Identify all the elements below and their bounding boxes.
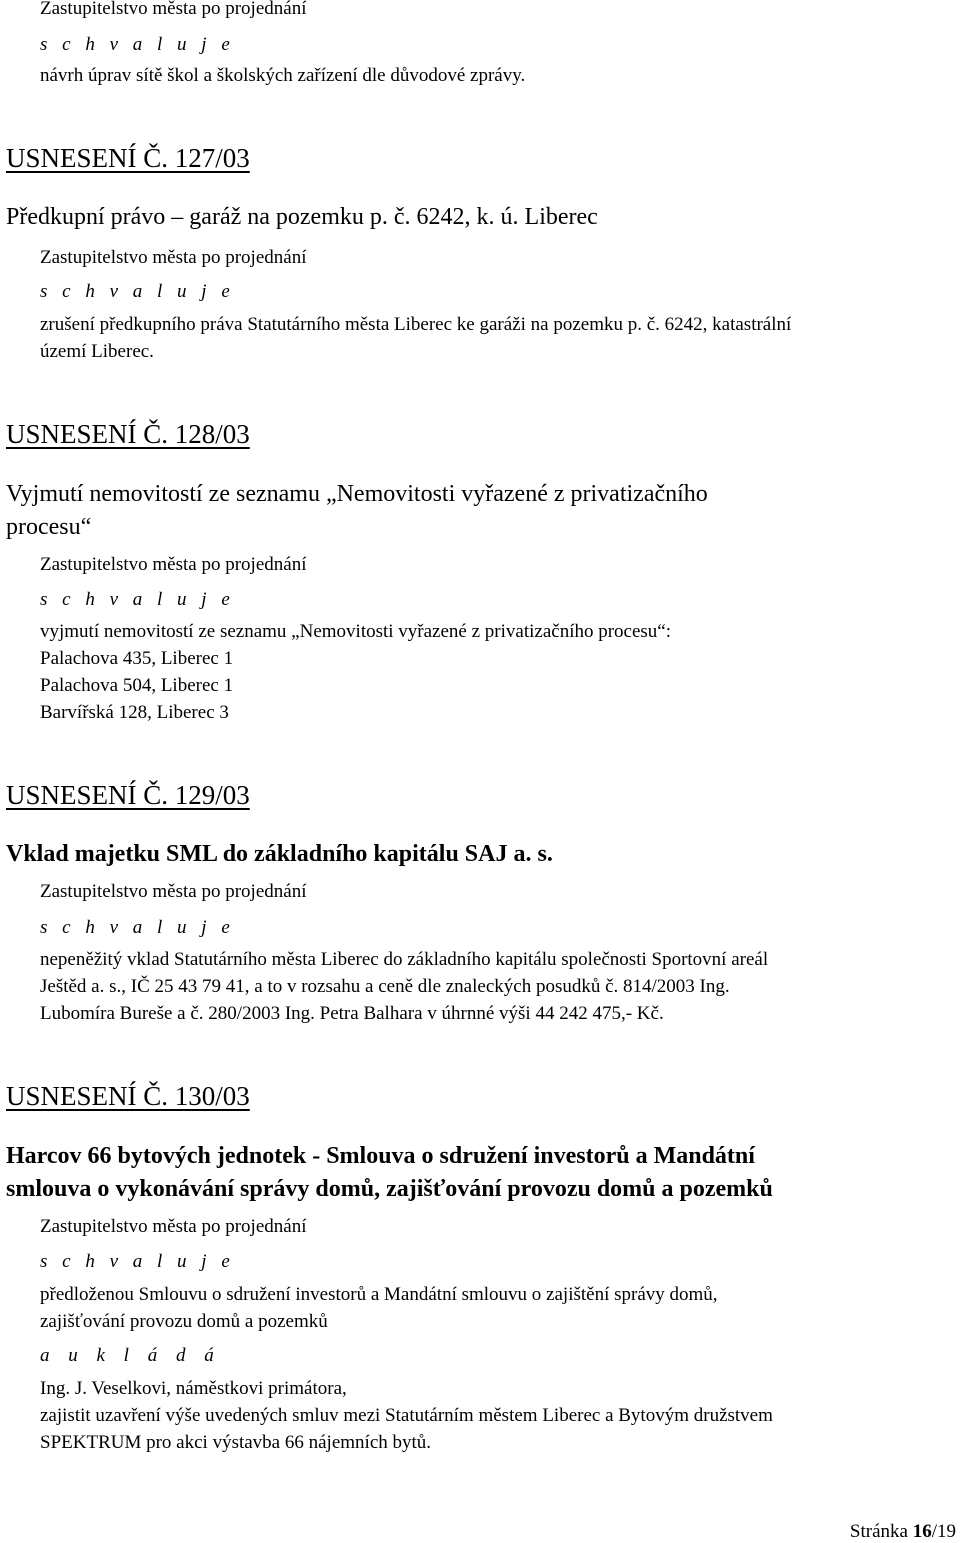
resolution-text: předloženou Smlouvu o sdružení investorů a Mandátní smlouvu o zajištění správy domů,	[40, 1284, 718, 1305]
council-line: Zastupitelstvo města po projednání	[40, 881, 307, 902]
resolution-heading-130: USNESENÍ Č. 130/03	[6, 1081, 250, 1111]
resolution-title-130: Harcov 66 bytových jednotek - Smlouva o sdružení investorů a Mandátní	[6, 1143, 755, 1169]
resolution-text: SPEKTRUM pro akci výstavba 66 nájemních bytů.	[40, 1432, 432, 1453]
resolution-title-127: Předkupní právo – garáž na pozemku p. č. 6242, k. ú. Liberec	[6, 204, 598, 230]
approves-line: s c h v a l u j e	[40, 281, 235, 302]
approves-line: s c h v a l u j e	[40, 917, 235, 938]
resolution-title-129: Vklad majetku SML do základního kapitálu SAJ a. s.	[6, 841, 553, 867]
page-current: 16	[912, 1521, 932, 1542]
resolution-heading-127: USNESENÍ Č. 127/03	[6, 143, 250, 173]
resolution-heading-128: USNESENÍ Č. 128/03	[6, 419, 250, 449]
resolution-title-128: Vyjmutí nemovitostí ze seznamu „Nemovitosti vyřazené z privatizačního	[6, 481, 708, 507]
resolution-text: zrušení předkupního práva Statutárního města Liberec ke garáži na pozemku p. č. 6242, katastrální	[40, 314, 792, 335]
page-total: /19	[931, 1521, 956, 1542]
resolution-text: Ing. J. Veselkovi, náměstkovi primátora,	[40, 1378, 347, 1399]
resolution-text: zajistit uzavření výše uvedených smluv mezi Statutárním městem Liberec a Bytovým družstvem	[40, 1405, 773, 1426]
resolution-text: nepeněžitý vklad Statutárního města Liberec do základního kapitálu společnosti Sportovní areál	[40, 949, 769, 970]
council-line: Zastupitelstvo města po projednání	[40, 1216, 307, 1237]
resolution-text: vyjmutí nemovitostí ze seznamu „Nemovitosti vyřazené z privatizačního procesu“:	[40, 621, 672, 642]
resolution-text: území Liberec.	[40, 341, 154, 362]
approves-line: s c h v a l u j e	[40, 1251, 235, 1272]
council-line: Zastupitelstvo města po projednání	[40, 554, 307, 575]
resolution-heading-129: USNESENÍ Č. 129/03	[6, 780, 250, 810]
resolution-title-130-cont: smlouva o vykonávání správy domů, zajišťování provozu domů a pozemků	[6, 1176, 773, 1202]
property-item: Palachova 435, Liberec 1	[40, 648, 234, 669]
page-number	[850, 1521, 956, 1543]
resolution-text: návrh úprav sítě škol a školských zařízení dle důvodové zprávy.	[40, 65, 526, 86]
orders-line: a u k l á d á	[40, 1345, 221, 1366]
council-line: Zastupitelstvo města po projednání	[40, 0, 307, 19]
resolution-text: zajišťování provozu domů a pozemků	[40, 1311, 328, 1332]
property-item: Barvířská 128, Liberec 3	[40, 702, 229, 723]
resolution-text: Lubomíra Bureše a č. 280/2003 Ing. Petra Balhara v úhrnné výši 44 242 475,- Kč.	[40, 1003, 664, 1024]
resolution-title-128-cont: procesu“	[6, 514, 92, 540]
approves-line: s c h v a l u j e	[40, 34, 235, 55]
council-line: Zastupitelstvo města po projednání	[40, 247, 307, 268]
page-label: Stránka	[849, 1521, 908, 1542]
property-item: Palachova 504, Liberec 1	[40, 675, 234, 696]
resolution-text: Ještěd a. s., IČ 25 43 79 41, a to v rozsahu a ceně dle znaleckých posudků č. 814/2003 Ing.	[40, 976, 730, 997]
approves-line: s c h v a l u j e	[40, 589, 235, 610]
